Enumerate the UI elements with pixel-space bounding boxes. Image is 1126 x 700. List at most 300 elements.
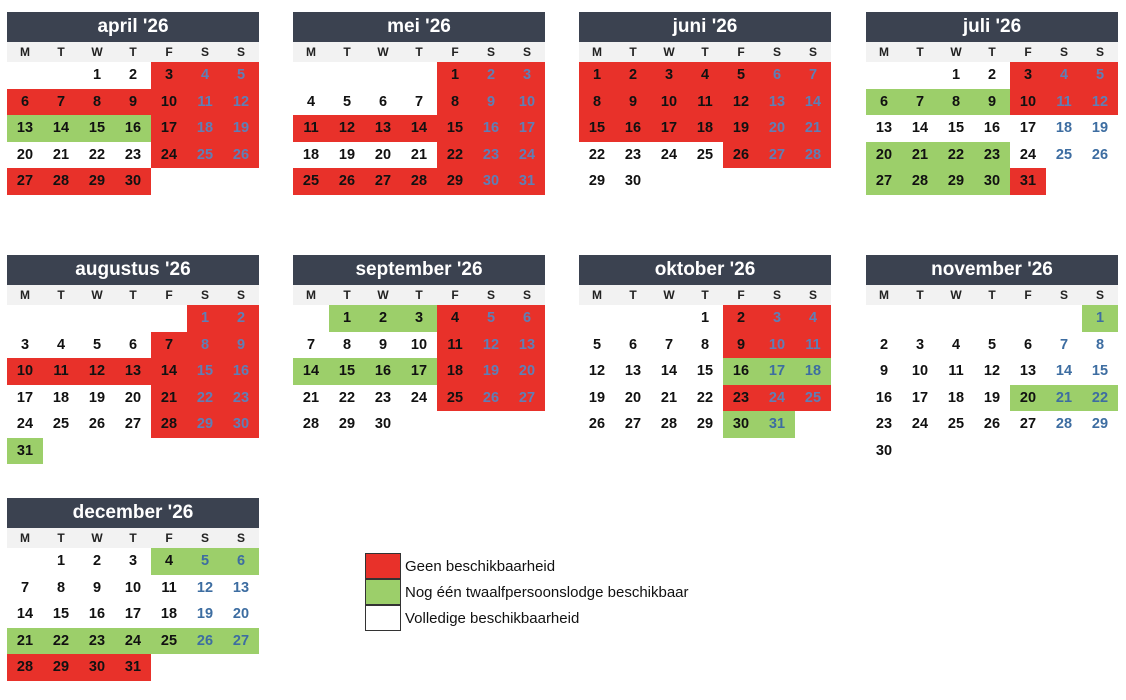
empty-cell	[938, 305, 974, 332]
day-cell: 1	[579, 62, 615, 89]
day-cell: 23	[723, 385, 759, 412]
day-cell: 18	[302, 146, 320, 163]
day-cell: 5	[1082, 62, 1118, 89]
month-title: juli '26	[866, 12, 1118, 42]
day-cell: 2	[92, 553, 102, 569]
week-row	[7, 142, 259, 169]
empty-cell	[651, 305, 687, 332]
weekday-label: F	[1010, 42, 1046, 62]
weekday-label: T	[974, 42, 1010, 62]
day-cell: 6	[223, 548, 259, 575]
day-cell: 2	[987, 67, 997, 83]
weekday-label: W	[651, 285, 687, 305]
day-cell: 26	[88, 416, 106, 432]
day-cell: 11	[1046, 89, 1082, 116]
day-cell: 4	[1046, 62, 1082, 89]
empty-cell	[43, 62, 79, 89]
week-row	[579, 385, 831, 412]
weekday-label: S	[223, 42, 259, 62]
day-cell: 27	[124, 416, 142, 432]
day-cell: 12	[79, 358, 115, 385]
day-cell: 30	[473, 168, 509, 195]
week-row	[7, 438, 259, 465]
day-cell: 29	[43, 654, 79, 681]
weekday-label: S	[795, 285, 831, 305]
weekday-label: S	[509, 42, 545, 62]
day-cell: 15	[1091, 363, 1109, 379]
legend-label: Volledige beschikbaarheid	[405, 609, 580, 627]
day-cell: 7	[151, 332, 187, 359]
day-cell: 27	[866, 168, 902, 195]
day-cell: 14	[43, 115, 79, 142]
day-cell: 21	[302, 389, 320, 406]
week-row	[293, 142, 545, 169]
day-cell: 12	[1082, 89, 1118, 116]
day-cell: 22	[696, 389, 714, 406]
week-row	[7, 548, 259, 575]
weekday-label: F	[723, 42, 759, 62]
day-cell: 24	[151, 142, 187, 169]
day-cell: 16	[723, 358, 759, 385]
day-cell: 31	[7, 438, 43, 465]
day-cell: 17	[151, 115, 187, 142]
week-row	[579, 62, 831, 89]
day-cell: 17	[911, 389, 929, 406]
day-cell: 27	[759, 142, 795, 169]
day-cell: 18	[687, 115, 723, 142]
day-cell: 23	[473, 142, 509, 169]
day-cell: 14	[660, 363, 678, 379]
week-row	[866, 332, 1118, 359]
week-row	[866, 89, 1118, 116]
day-cell: 5	[187, 548, 223, 575]
day-cell: 20	[1010, 385, 1046, 412]
day-cell: 16	[615, 115, 651, 142]
month-calendar	[866, 255, 1118, 464]
day-cell: 14	[1055, 363, 1073, 379]
weekday-label: T	[115, 42, 151, 62]
day-cell: 18	[160, 606, 178, 622]
weekday-label: S	[1082, 285, 1118, 305]
week-row	[293, 305, 545, 332]
day-cell: 10	[759, 332, 795, 359]
day-cell: 30	[79, 654, 115, 681]
weekday-label: S	[759, 285, 795, 305]
empty-cell	[7, 62, 43, 89]
day-cell: 17	[401, 358, 437, 385]
day-cell: 5	[473, 305, 509, 332]
day-cell: 14	[293, 358, 329, 385]
day-cell: 10	[911, 363, 929, 379]
day-cell: 25	[151, 628, 187, 655]
day-cell: 5	[223, 62, 259, 89]
weekday-header	[579, 42, 831, 62]
week-row	[7, 89, 259, 116]
day-cell: 23	[374, 389, 392, 406]
weekday-label: M	[293, 285, 329, 305]
day-cell: 27	[624, 416, 642, 432]
day-cell: 26	[187, 628, 223, 655]
month-title: augustus '26	[7, 255, 259, 285]
day-cell: 13	[7, 115, 43, 142]
day-cell: 4	[437, 305, 473, 332]
week-row	[579, 142, 831, 169]
day-cell: 12	[223, 89, 259, 116]
day-cell: 24	[759, 385, 795, 412]
month-title: april '26	[7, 12, 259, 42]
day-cell: 10	[651, 89, 687, 116]
day-cell: 26	[983, 416, 1001, 432]
day-cell: 27	[365, 168, 401, 195]
day-cell: 28	[401, 168, 437, 195]
month-calendar	[866, 12, 1118, 195]
day-cell: 13	[875, 120, 893, 136]
day-cell: 25	[696, 146, 714, 163]
empty-cell	[579, 305, 615, 332]
weekday-label: W	[79, 528, 115, 548]
day-cell: 29	[79, 168, 115, 195]
day-cell: 21	[151, 385, 187, 412]
month-calendar	[7, 255, 259, 464]
week-row	[7, 385, 259, 412]
legend-label: Nog één twaalfpersoonslodge beschikbaar	[405, 583, 689, 601]
day-cell: 13	[232, 579, 250, 596]
day-cell: 3	[509, 62, 545, 89]
day-cell: 22	[88, 146, 106, 163]
day-cell: 22	[187, 385, 223, 412]
weekday-label: S	[795, 42, 831, 62]
legend-label: Geen beschikbaarheid	[405, 557, 556, 575]
day-cell: 25	[437, 385, 473, 412]
day-cell: 23	[124, 146, 142, 163]
weekday-label: M	[7, 285, 43, 305]
day-cell: 8	[579, 89, 615, 116]
empty-cell	[902, 62, 938, 89]
weekday-label: W	[938, 285, 974, 305]
week-row	[579, 305, 831, 332]
day-cell: 30	[624, 173, 642, 189]
day-cell: 21	[902, 142, 938, 169]
day-cell: 15	[579, 115, 615, 142]
month-calendar	[7, 498, 259, 681]
week-row	[7, 411, 259, 438]
day-cell: 3	[651, 62, 687, 89]
day-cell: 9	[723, 332, 759, 359]
day-cell: 24	[911, 416, 929, 432]
day-cell: 8	[437, 89, 473, 116]
weekday-label: T	[974, 285, 1010, 305]
day-cell: 12	[196, 579, 214, 596]
week-row	[7, 168, 259, 195]
weekday-label: W	[938, 42, 974, 62]
day-cell: 4	[306, 93, 316, 110]
month-title: oktober '26	[579, 255, 831, 285]
day-cell: 10	[410, 336, 428, 353]
day-cell: 20	[624, 389, 642, 406]
weekday-label: T	[615, 42, 651, 62]
day-cell: 28	[302, 416, 320, 432]
day-cell: 3	[128, 553, 138, 569]
legend-swatch-red	[365, 553, 401, 579]
day-cell: 18	[437, 358, 473, 385]
month-title: november '26	[866, 255, 1118, 285]
day-cell: 8	[700, 336, 710, 353]
day-cell: 25	[187, 142, 223, 169]
empty-cell	[974, 305, 1010, 332]
day-cell: 1	[437, 62, 473, 89]
day-cell: 1	[700, 310, 710, 326]
day-cell: 26	[329, 168, 365, 195]
weekday-label: S	[509, 285, 545, 305]
day-cell: 21	[52, 146, 70, 163]
day-cell: 14	[401, 115, 437, 142]
empty-cell	[7, 548, 43, 575]
day-cell: 8	[187, 332, 223, 359]
day-cell: 19	[223, 115, 259, 142]
weekday-label: T	[329, 285, 365, 305]
day-cell: 8	[56, 579, 66, 596]
day-cell: 21	[7, 628, 43, 655]
day-cell: 19	[983, 389, 1001, 406]
weekday-label: T	[615, 285, 651, 305]
day-cell: 28	[902, 168, 938, 195]
day-cell: 6	[866, 89, 902, 116]
day-cell: 2	[365, 305, 401, 332]
day-cell: 20	[124, 389, 142, 406]
day-cell: 5	[592, 336, 602, 353]
day-cell: 25	[52, 416, 70, 432]
weekday-label: S	[223, 285, 259, 305]
day-cell: 25	[795, 385, 831, 412]
weekday-label: M	[7, 42, 43, 62]
day-cell: 31	[115, 654, 151, 681]
weekday-label: S	[759, 42, 795, 62]
day-cell: 1	[56, 553, 66, 569]
day-cell: 13	[365, 115, 401, 142]
empty-cell	[902, 305, 938, 332]
day-cell: 12	[473, 332, 509, 359]
day-cell: 28	[43, 168, 79, 195]
day-cell: 12	[983, 363, 1001, 379]
weekday-label: W	[79, 285, 115, 305]
day-cell: 4	[56, 336, 66, 353]
day-cell: 25	[293, 168, 329, 195]
day-cell: 2	[723, 305, 759, 332]
day-cell: 22	[338, 389, 356, 406]
weekday-label: F	[437, 42, 473, 62]
month-calendar	[7, 12, 259, 195]
day-cell: 14	[795, 89, 831, 116]
day-cell: 6	[759, 62, 795, 89]
day-cell: 1	[92, 67, 102, 83]
day-cell: 3	[401, 305, 437, 332]
weekday-label: T	[401, 285, 437, 305]
day-cell: 11	[187, 89, 223, 116]
day-cell: 10	[124, 579, 142, 596]
day-cell: 27	[1019, 416, 1037, 432]
weekday-label: S	[473, 42, 509, 62]
weekday-header	[579, 285, 831, 305]
day-cell: 6	[128, 336, 138, 353]
weekday-label: M	[579, 285, 615, 305]
day-cell: 31	[759, 411, 795, 438]
day-cell: 26	[723, 142, 759, 169]
day-cell: 20	[759, 115, 795, 142]
day-cell: 3	[151, 62, 187, 89]
weekday-label: S	[1046, 285, 1082, 305]
week-row	[7, 115, 259, 142]
day-cell: 5	[92, 336, 102, 353]
day-cell: 10	[509, 89, 545, 116]
day-cell: 8	[1095, 336, 1105, 353]
weekday-label: W	[79, 42, 115, 62]
weekday-label: S	[1082, 42, 1118, 62]
weekday-label: M	[579, 42, 615, 62]
weekday-label: F	[151, 285, 187, 305]
empty-cell	[329, 62, 365, 89]
day-cell: 30	[723, 411, 759, 438]
day-cell: 24	[660, 146, 678, 163]
day-cell: 1	[951, 67, 961, 83]
day-cell: 7	[306, 336, 316, 353]
day-cell: 18	[795, 358, 831, 385]
weekday-label: T	[43, 285, 79, 305]
week-row	[293, 62, 545, 89]
day-cell: 21	[410, 146, 428, 163]
day-cell: 18	[947, 389, 965, 406]
day-cell: 2	[615, 62, 651, 89]
week-row	[293, 411, 545, 438]
day-cell: 10	[151, 89, 187, 116]
day-cell: 29	[437, 168, 473, 195]
day-cell: 11	[687, 89, 723, 116]
day-cell: 11	[161, 579, 177, 596]
weekday-label: S	[1046, 42, 1082, 62]
day-cell: 11	[948, 363, 964, 379]
weekday-label: M	[866, 285, 902, 305]
day-cell: 16	[223, 358, 259, 385]
week-row	[866, 62, 1118, 89]
weekday-label: S	[187, 285, 223, 305]
week-row	[579, 89, 831, 116]
day-cell: 29	[338, 416, 356, 432]
day-cell: 24	[115, 628, 151, 655]
day-cell: 1	[329, 305, 365, 332]
day-cell: 17	[124, 606, 142, 622]
month-title: mei '26	[293, 12, 545, 42]
empty-cell	[43, 305, 79, 332]
weekday-header	[866, 285, 1118, 305]
day-cell: 21	[660, 389, 678, 406]
legend-item-geen	[365, 553, 689, 579]
day-cell: 10	[7, 358, 43, 385]
day-cell: 12	[329, 115, 365, 142]
week-row	[866, 411, 1118, 438]
weekday-label: T	[687, 42, 723, 62]
legend	[365, 553, 689, 631]
weekday-header	[7, 42, 259, 62]
month-title: december '26	[7, 498, 259, 528]
week-row	[579, 358, 831, 385]
day-cell: 28	[1055, 416, 1073, 432]
day-cell: 13	[509, 332, 545, 359]
weekday-label: T	[902, 285, 938, 305]
weekday-label: T	[43, 42, 79, 62]
day-cell: 16	[875, 389, 893, 406]
day-cell: 30	[875, 442, 893, 459]
day-cell: 24	[410, 389, 428, 406]
weekday-header	[293, 42, 545, 62]
day-cell: 18	[187, 115, 223, 142]
day-cell: 4	[795, 305, 831, 332]
day-cell: 21	[795, 115, 831, 142]
week-row	[293, 385, 545, 412]
day-cell: 15	[696, 363, 714, 379]
day-cell: 24	[16, 416, 34, 432]
day-cell: 3	[759, 305, 795, 332]
day-cell: 14	[911, 120, 929, 136]
week-row	[866, 168, 1118, 195]
day-cell: 23	[223, 385, 259, 412]
week-row	[293, 358, 545, 385]
day-cell: 28	[795, 142, 831, 169]
week-row	[866, 142, 1118, 169]
day-cell: 29	[938, 168, 974, 195]
day-cell: 28	[151, 411, 187, 438]
legend-swatch-green	[365, 579, 401, 605]
day-cell: 15	[52, 606, 70, 622]
day-cell: 13	[624, 363, 642, 379]
weekday-label: S	[223, 528, 259, 548]
day-cell: 9	[223, 332, 259, 359]
day-cell: 30	[115, 168, 151, 195]
day-cell: 19	[588, 389, 606, 406]
weekday-header	[866, 42, 1118, 62]
day-cell: 7	[1059, 336, 1069, 353]
day-cell: 15	[329, 358, 365, 385]
weekday-label: T	[43, 528, 79, 548]
day-cell: 3	[1010, 62, 1046, 89]
day-cell: 11	[795, 332, 831, 359]
month-calendar	[293, 255, 545, 438]
day-cell: 13	[1019, 363, 1037, 379]
day-cell: 18	[52, 389, 70, 406]
day-cell: 16	[88, 606, 106, 622]
empty-cell	[293, 305, 329, 332]
day-cell: 19	[1091, 120, 1109, 136]
day-cell: 7	[664, 336, 674, 353]
day-cell: 23	[79, 628, 115, 655]
day-cell: 20	[866, 142, 902, 169]
day-cell: 6	[378, 93, 388, 110]
week-row	[7, 575, 259, 602]
day-cell: 31	[509, 168, 545, 195]
weekday-label: T	[115, 285, 151, 305]
day-cell: 11	[43, 358, 79, 385]
weekday-label: F	[1010, 285, 1046, 305]
day-cell: 11	[437, 332, 473, 359]
weekday-label: S	[473, 285, 509, 305]
week-row	[579, 411, 831, 438]
day-cell: 9	[92, 579, 102, 596]
day-cell: 7	[902, 89, 938, 116]
weekday-label: M	[293, 42, 329, 62]
day-cell: 3	[20, 336, 30, 353]
week-row	[866, 358, 1118, 385]
week-row	[866, 438, 1118, 465]
day-cell: 2	[128, 67, 138, 83]
day-cell: 26	[223, 142, 259, 169]
